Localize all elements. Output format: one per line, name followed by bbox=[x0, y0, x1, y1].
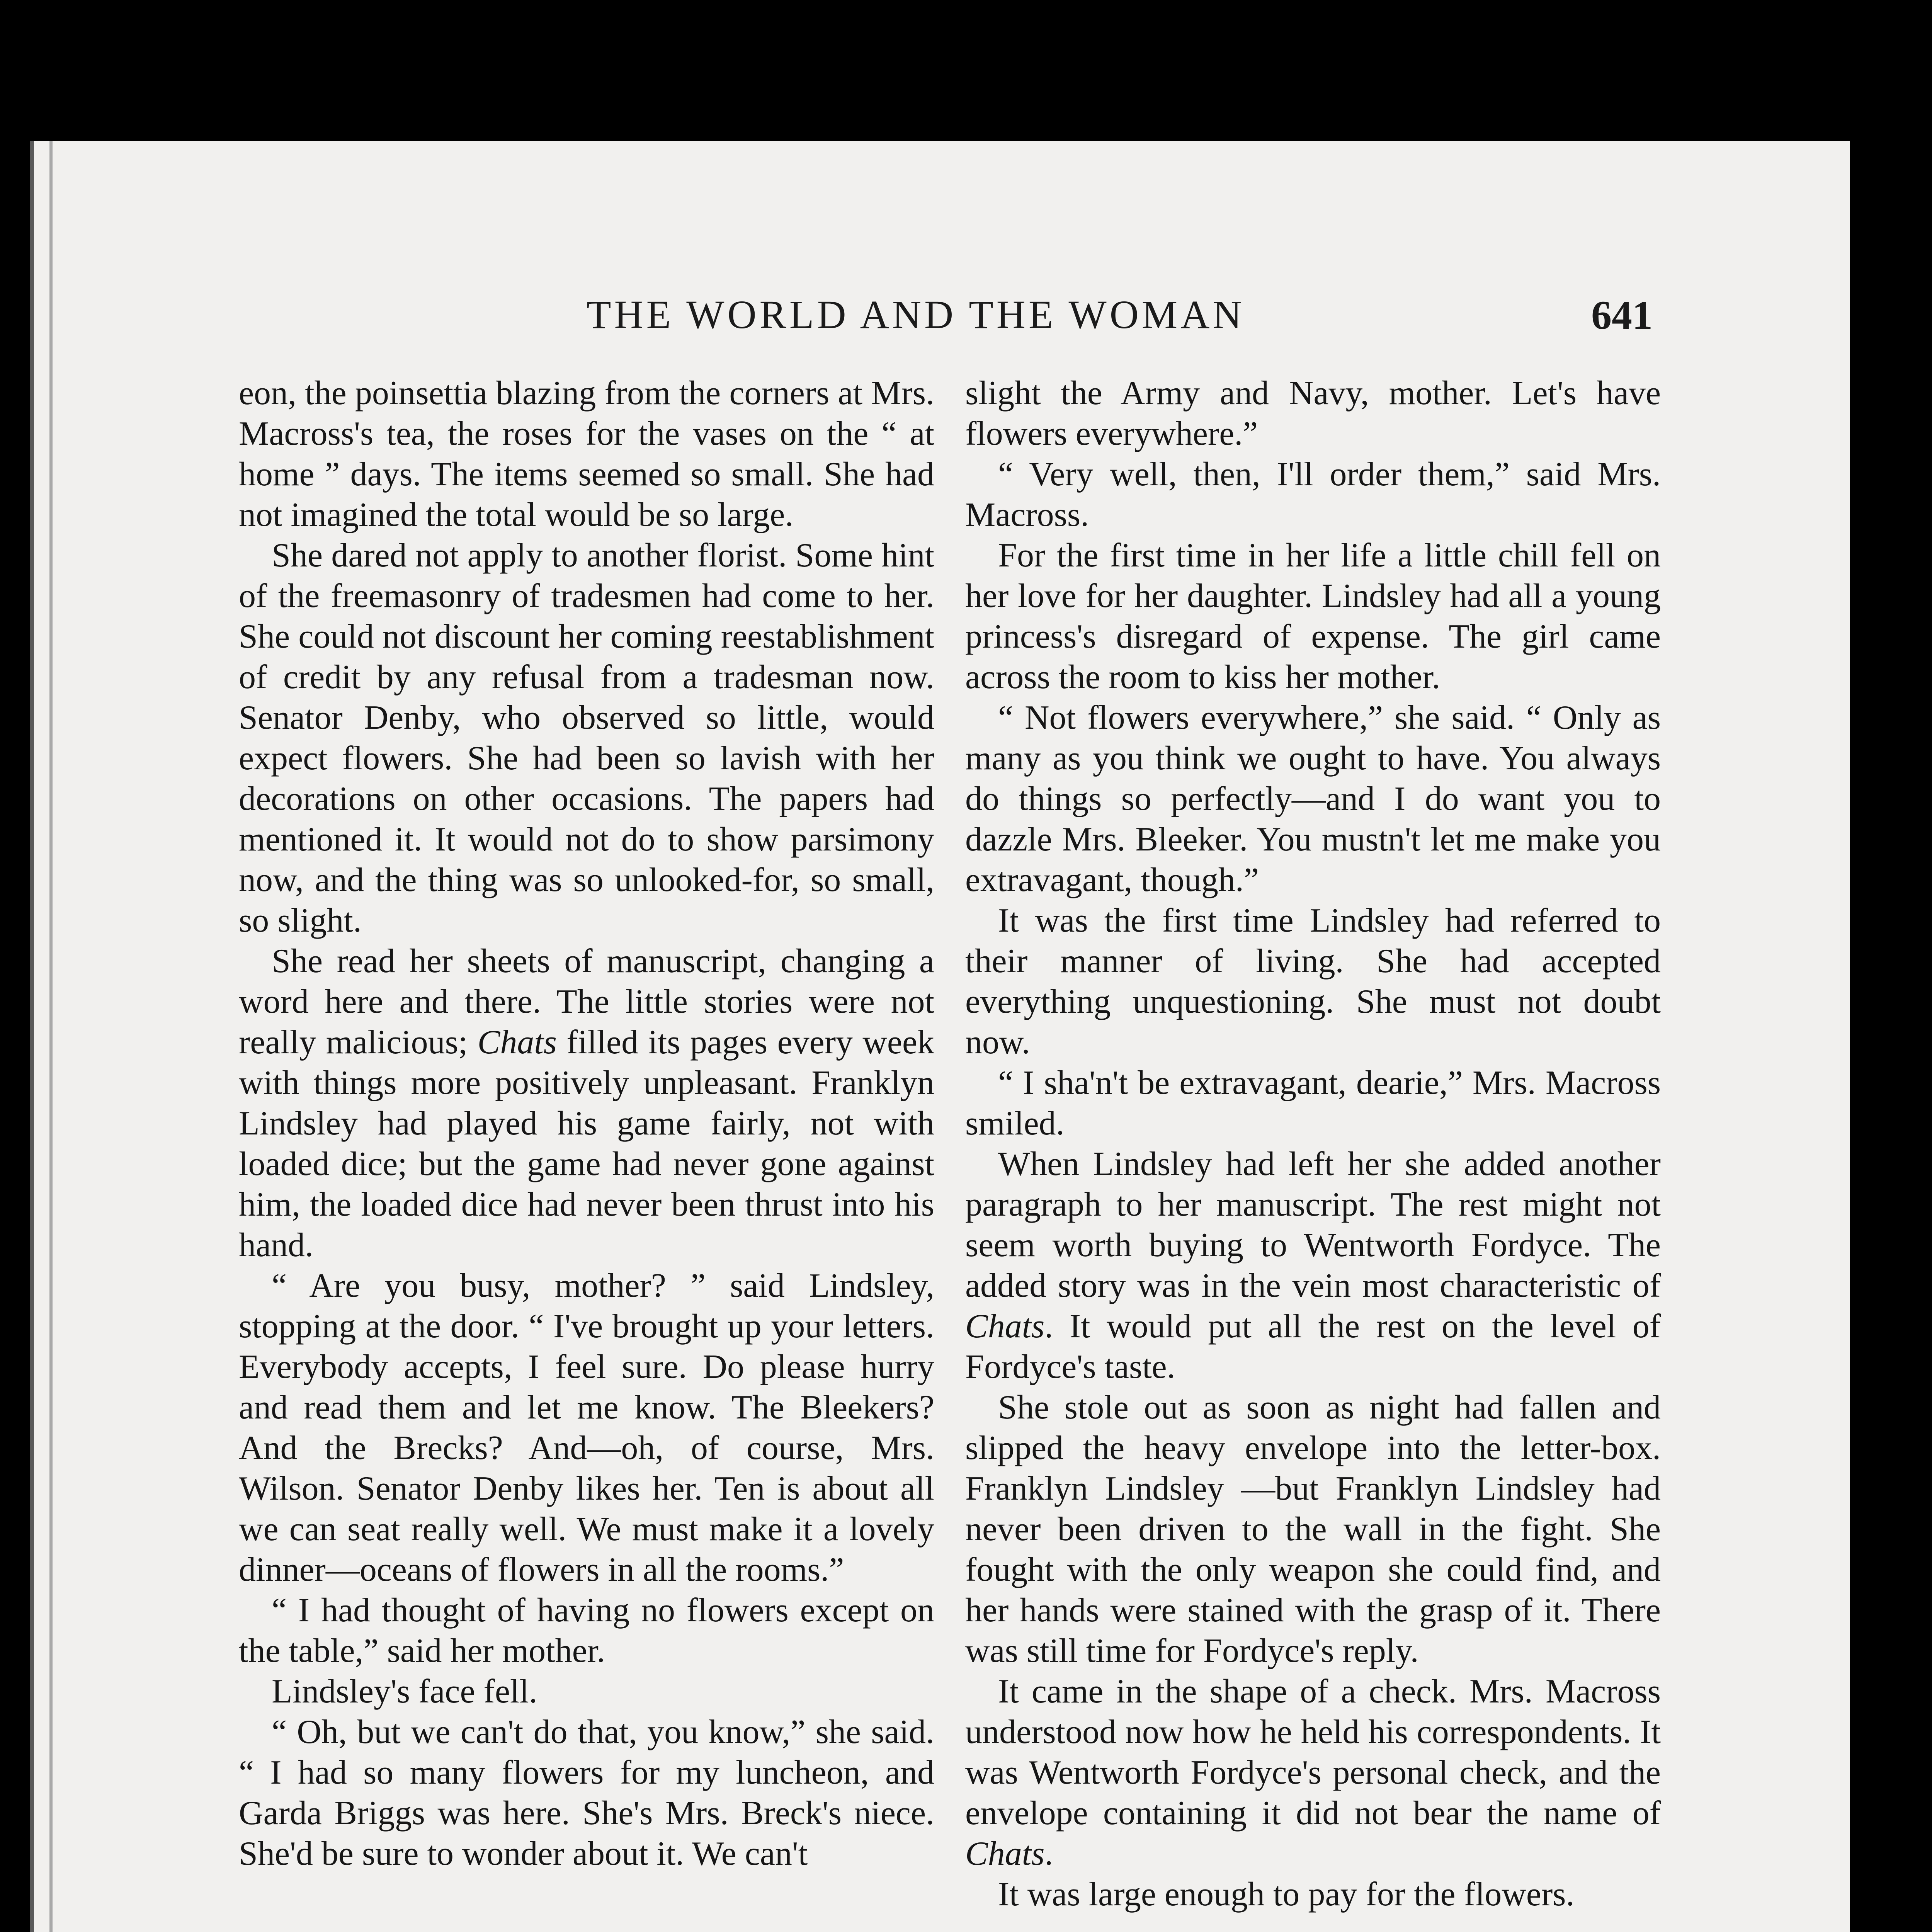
running-head: THE WORLD AND THE WOMAN bbox=[587, 293, 1245, 337]
right-column bbox=[965, 373, 1661, 1915]
paragraph: It came in the shape of a check. Mrs. Macross understood now how he held his correspondents. It was Wentworth Fordyce's personal check, and the envelope containing it did not bear the name of Chats. bbox=[965, 1673, 1661, 1872]
paragraph: She read her sheets of manuscript, changing a word here and there. The little stories were not really malicious; Chats filled its pages every week with things more positively unpleasant. Franklyn Lindsley had played his game fairly, not with loaded dice; but the game had never gone against him, the loaded dice had never been thrust into his hand. bbox=[239, 942, 935, 1264]
binding-edge bbox=[49, 141, 53, 1932]
paragraph: eon, the poinsettia blazing from the corners at Mrs. Macross's tea, the roses for the vases on the “ at home ” days. The items seemed so small. She had not imagined the total would be so large. bbox=[239, 374, 934, 534]
magazine-name: Chats bbox=[477, 1024, 557, 1061]
page-number: 641 bbox=[1591, 293, 1653, 338]
paragraph: “ Not flowers everywhere,” she said. “ Only as many as you think we ought to have. You always do things so perfectly—and I do want you to dazzle Mrs. Bleeker. You mustn't let me make you extravagant, though.” bbox=[965, 699, 1661, 899]
paragraph: “ I had thought of having no flowers except on the table,” said her mother. bbox=[239, 1592, 934, 1670]
paragraph: “ I sha'n't be extravagant, dearie,” Mrs. Macross smiled. bbox=[965, 1064, 1661, 1142]
paragraph: She dared not apply to another florist. Some hint of the freemasonry of tradesmen had come to her. She could not discount her coming reestablishment of credit by any refusal from a tradesman now. Senator Denby, who observed so little, would expect flowers. She had been so lavish with her decorations on other occasions. The papers had mentioned it. It would not do to show parsimony now, and the thing was so unlooked-for, so small, so slight. bbox=[239, 537, 934, 939]
paragraph: It was the first time Lindsley had referred to their manner of living. She had accepted everything unquestioning. She must not doubt now. bbox=[965, 902, 1661, 1061]
paragraph: slight the Army and Navy, mother. Let's have flowers everywhere.” bbox=[965, 374, 1661, 452]
paragraph: “ Very well, then, I'll order them,” said Mrs. Macross. bbox=[965, 456, 1661, 534]
magazine-page bbox=[30, 141, 1850, 1932]
paragraph: For the first time in her life a little chill fell on her love for her daughter. Lindsley had all a young princess's disregard of expense. The girl came across the room to kiss her mother. bbox=[965, 537, 1661, 696]
paragraph: It was large enough to pay for the flowers. bbox=[998, 1876, 1575, 1913]
paragraph: “ Are you busy, mother? ” said Lindsley, stopping at the door. “ I've brought up your letters. Everybody accepts, I feel sure. Do please hurry and read them and let me know. The Bleekers? And the Brecks? And—oh, of course, Mrs. Wilson. Senator Denby likes her. Ten is about all we can seat really well. We must make it a lovely dinner—oceans of flowers in all the rooms.” bbox=[239, 1267, 934, 1588]
paragraph: She stole out as soon as night had fallen and slipped the heavy envelope into the letter-box. Franklyn Lindsley —but Franklyn Lindsley had never been driven to the wall in the fight. She fought with the only weapon she could find, and her hands were stained with the grasp of it. There was still time for Fordyce's reply. bbox=[965, 1389, 1661, 1670]
paragraph: Lindsley's face fell. bbox=[272, 1673, 537, 1710]
magazine-name: Chats bbox=[965, 1835, 1045, 1872]
left-column bbox=[239, 373, 934, 1874]
magazine-name: Chats bbox=[965, 1308, 1045, 1345]
page-header bbox=[34, 292, 1850, 350]
paragraph: “ Oh, but we can't do that, you know,” she said. “ I had so many flowers for my luncheon, and Garda Briggs was here. She's Mrs. Breck's niece. She'd be sure to wonder about it. We can't bbox=[239, 1713, 934, 1872]
paragraph: When Lindsley had left her she added another paragraph to her manuscript. The rest might not seem worth buying to Wentworth Fordyce. The added story was in the vein most characteristic of Chats. It would put all the rest on the level of Fordyce's taste. bbox=[965, 1145, 1661, 1386]
